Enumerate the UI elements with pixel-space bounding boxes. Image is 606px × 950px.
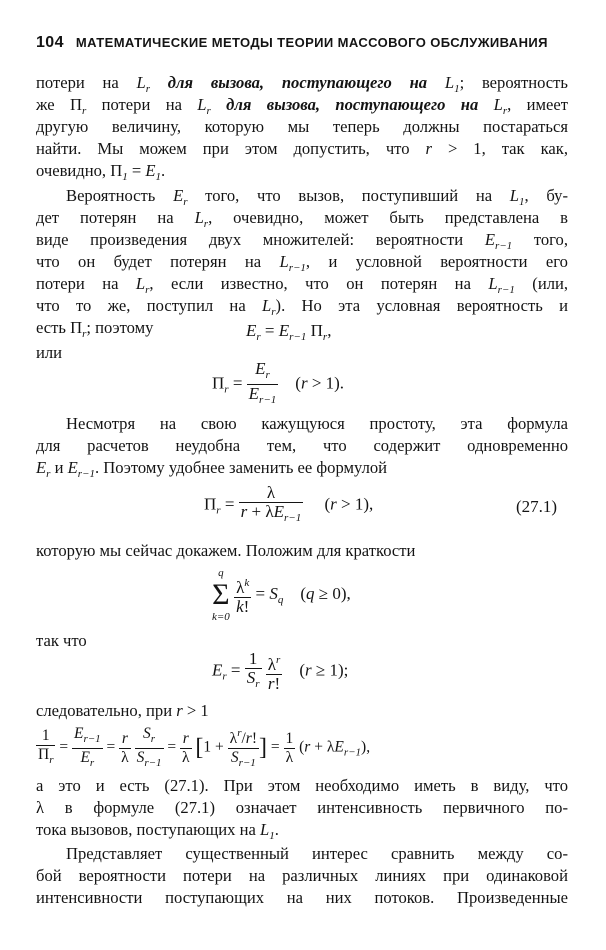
text-line: тока вызовов, поступающих на $L_1$. [36, 820, 279, 842]
page-number: 104 [36, 34, 64, 51]
text-line: же $\Pi_r$ потери на $L_r$ для вызова, поступающего на $L_r$, имеет [36, 95, 568, 117]
text-line: Вероятность $E_r$ того, что вызов, поступивший на $L_1$, бу- [66, 186, 568, 208]
text-line: очевидно, $\Pi_1 = E_1$. [36, 161, 166, 183]
text-line: интенсивности поступающих на них потоков. Произведенные [36, 888, 568, 907]
equation-sum: q Σ k=0 $\frac{\lambda^k}{k!}$ = $S_q$ (q ≥ 0), [212, 567, 351, 623]
running-header [36, 34, 576, 52]
text-line: дет потерян на $L_r$, очевидно, может быть представлена в [36, 208, 569, 230]
text-line: $E_r$ и $E_{r-1}$. Поэтому удобнее заменить ее формулой [36, 458, 388, 480]
equation-pi-ratio: $\Pi_r$ = $\frac{E_r}{E_{r-1}}$ (r > 1). [212, 359, 345, 406]
text-line: Представляет существенный интерес сравнить между со- [66, 844, 568, 863]
text-line: следовательно, при r > 1 [36, 701, 209, 720]
text-line: Несмотря на свою кажущуюся простоту, эта формула [66, 414, 568, 433]
text-line: так что [36, 631, 87, 650]
text-line: есть $\Pi_r$; поэтому [36, 318, 154, 340]
equation-derivation: $\frac{1}{\Pi_r}$ = $\frac{E_{r-1}}{E_r}$ = $\frac{r}{\lambda}$ $\frac{S_r}{S_{r-1}}$ = $\frac{r}{\lambda}$ [1 + $\frac{\lambda^r/r!}{S_{r-1}}$ ] = $\frac{1}{\lambda}$ $(r + \lambda E_{r-1})$, [38, 724, 371, 769]
text-line: а это и есть (27.1). При этом необходимо иметь в виду, что [36, 776, 568, 795]
text-line: бой вероятности потери на различных линиях при одинаковой [36, 866, 568, 885]
equation-er-sum: $E_r$ = $\frac{1}{S_r}$ $\frac{\lambda^r}{r!}$ (r ≥ 1); [212, 649, 349, 693]
text-line: что он будет потерян на $L_{r-1}$, и условной вероятности его [36, 252, 568, 274]
text-line: или [36, 343, 63, 362]
text-line: что то же, поступил на $L_r$). Но эта условная вероятность и [36, 296, 568, 318]
text-line: для расчетов неудобна тем, что содержит одновременно [36, 436, 568, 455]
text-line: λ в формуле (27.1) означает интенсивность первичного по- [36, 798, 568, 817]
equation-er: $E_r = E_{r-1}$ $\Pi_r$, [246, 321, 332, 343]
text-line: потери на $L_r$, если известно, что он потерян на $L_{r-1}$ (или, [36, 274, 569, 296]
text-line: которую мы сейчас докажем. Положим для краткости [36, 541, 416, 560]
equation-27-1: $\Pi_r$ = $\frac{\lambda}{r + \lambda E_{r-1}}$ (r > 1), [204, 483, 374, 524]
text-line: другую величину, которую мы теперь должны постараться [36, 117, 568, 136]
equation-number: (27.1) [516, 497, 558, 516]
text-line: потери на $L_r$ для вызова, поступающего на $L_1$; вероятность [36, 73, 568, 95]
running-title: МАТЕМАТИЧЕСКИЕ МЕТОДЫ ТЕОРИИ МАССОВОГО ОБСЛУЖИВАНИЯ [75, 35, 548, 50]
text-line: найти. Мы можем при этом допустить, что r > 1, так как, [36, 139, 568, 158]
text-line: виде произведения двух множителей: вероятности $E_{r-1}$ того, [36, 230, 568, 252]
